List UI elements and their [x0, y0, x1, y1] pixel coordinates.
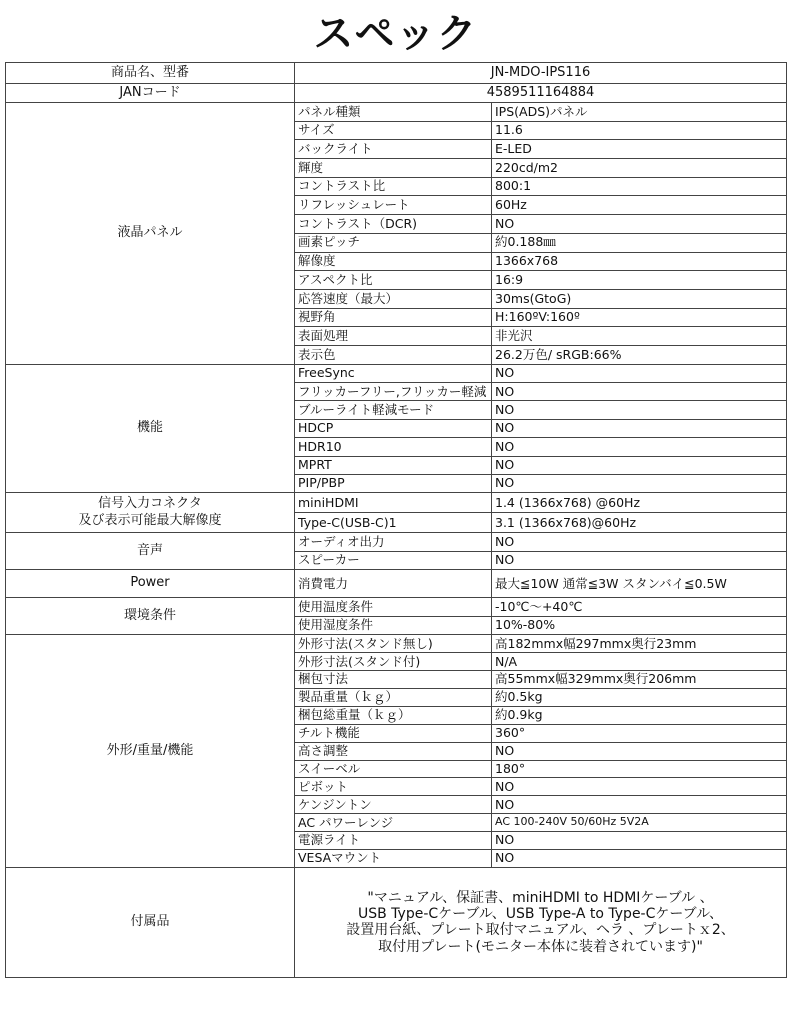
spec-value: 16:9: [492, 271, 787, 290]
spec-value: 高182mmx幅297mmx奥行23mm: [492, 635, 787, 653]
spec-label: スイーベル: [295, 760, 492, 778]
spec-label: 応答速度（最大）: [295, 289, 492, 308]
spec-value: NO: [492, 215, 787, 234]
table-row: [6, 103, 787, 122]
accessories-label: 付属品: [6, 867, 295, 977]
spec-value: -10℃～+40℃: [492, 598, 787, 617]
table-row: [6, 364, 787, 382]
spec-label: 梱包総重量（ｋｇ）: [295, 706, 492, 724]
table-row: [6, 533, 787, 552]
jan-value: 4589511164884: [295, 84, 787, 103]
spec-label: 表示色: [295, 345, 492, 364]
spec-label: チルト機能: [295, 724, 492, 742]
spec-value: 180°: [492, 760, 787, 778]
spec-label: VESAマウント: [295, 850, 492, 868]
table-row-jan: [6, 84, 787, 103]
accessories-line: 取付用プレート(モニター本体に装着されています)": [378, 938, 703, 955]
spec-label: コントラスト（DCR): [295, 215, 492, 234]
spec-label: パネル種類: [295, 103, 492, 122]
spec-label: バックライト: [295, 140, 492, 159]
accessories-value: [295, 867, 787, 977]
spec-value: 800:1: [492, 177, 787, 196]
spec-value: 1366x768: [492, 252, 787, 271]
spec-value: 最大≦10W 通常≦3W スタンバイ≦0.5W: [492, 570, 787, 598]
spec-label: スピーカー: [295, 551, 492, 570]
table-row: [6, 570, 787, 598]
spec-label: コントラスト比: [295, 177, 492, 196]
spec-table: [5, 62, 787, 978]
spec-value: NO: [492, 364, 787, 382]
spec-value: 約0.5kg: [492, 689, 787, 707]
spec-value: 26.2万色/ sRGB:66%: [492, 345, 787, 364]
spec-value: NO: [492, 533, 787, 552]
spec-value: NO: [492, 832, 787, 850]
section-category: 環境条件: [6, 598, 295, 635]
spec-value: 約0.188㎜: [492, 233, 787, 252]
spec-value: H:160ºV:160º: [492, 308, 787, 327]
spec-value: NO: [492, 551, 787, 570]
spec-label: リフレッシュレート: [295, 196, 492, 215]
product-label: 商品名、型番: [6, 63, 295, 84]
spec-value: 1.4 (1366x768) @60Hz: [492, 493, 787, 513]
section-category: 液晶パネル: [6, 103, 295, 365]
section-category: 外形/重量/機能: [6, 635, 295, 868]
spec-value: NO: [492, 796, 787, 814]
spec-label: 使用湿度条件: [295, 616, 492, 635]
spec-label: AC パワーレンジ: [295, 814, 492, 832]
spec-value: NO: [492, 474, 787, 492]
spec-label: 表面処理: [295, 327, 492, 346]
spec-label: 使用温度条件: [295, 598, 492, 617]
spec-label: ケンジントン: [295, 796, 492, 814]
spec-value: 約0.9kg: [492, 706, 787, 724]
spec-label: 画素ピッチ: [295, 233, 492, 252]
spec-label: HDR10: [295, 438, 492, 456]
accessories-line: 設置用台紙、プレート取付マニュアル、ヘラ 、プレートｘ2、: [346, 922, 735, 939]
spec-label: 梱包寸法: [295, 671, 492, 689]
section-category: [6, 493, 295, 533]
table-row: [6, 635, 787, 653]
spec-value: NO: [492, 456, 787, 474]
section-category: 機能: [6, 364, 295, 493]
spec-value: 220cd/m2: [492, 159, 787, 178]
spec-value: 30ms(GtoG): [492, 289, 787, 308]
spec-value: 60Hz: [492, 196, 787, 215]
jan-label: JANコード: [6, 84, 295, 103]
table-row: [6, 598, 787, 617]
spec-label: アスペクト比: [295, 271, 492, 290]
spec-label: MPRT: [295, 456, 492, 474]
spec-value: NO: [492, 742, 787, 760]
product-value: JN-MDO-IPS116: [295, 63, 787, 84]
spec-value: NO: [492, 850, 787, 868]
spec-label: 高さ調整: [295, 742, 492, 760]
spec-label: 視野角: [295, 308, 492, 327]
accessories-line: USB Type-Cケーブル、USB Type-A to Type-Cケーブル、: [357, 906, 724, 923]
spec-value: NO: [492, 778, 787, 796]
table-row-accessories: [6, 867, 787, 977]
spec-label: フリッカーフリー,フリッカー軽減: [295, 383, 492, 401]
spec-value: NO: [492, 438, 787, 456]
spec-label: ピボット: [295, 778, 492, 796]
page-title: スペック: [313, 11, 478, 57]
spec-label: 外形寸法(スタンド付): [295, 653, 492, 671]
spec-value: NO: [492, 383, 787, 401]
spec-value: NO: [492, 401, 787, 419]
spec-value: 360°: [492, 724, 787, 742]
spec-label: ブルーライト軽減モード: [295, 401, 492, 419]
spec-label: HDCP: [295, 419, 492, 437]
spec-label: 解像度: [295, 252, 492, 271]
table-row: [6, 493, 787, 513]
spec-label: オーディオ出力: [295, 533, 492, 552]
spec-label: PIP/PBP: [295, 474, 492, 492]
spec-label: FreeSync: [295, 364, 492, 382]
section-category-line: 信号入力コネクタ: [98, 495, 202, 511]
spec-sections: [6, 103, 787, 868]
spec-value: E-LED: [492, 140, 787, 159]
spec-label: 消費電力: [295, 570, 492, 598]
accessories-line: "マニュアル、保証書、miniHDMI to HDMIケーブル 、: [367, 890, 714, 907]
spec-value: 11.6: [492, 121, 787, 140]
spec-label: サイズ: [295, 121, 492, 140]
spec-label: 外形寸法(スタンド無し): [295, 635, 492, 653]
spec-label: Type-C(USB-C)1: [295, 513, 492, 533]
spec-label: miniHDMI: [295, 493, 492, 513]
section-category-line: 及び表示可能最大解像度: [78, 512, 222, 528]
spec-label: 輝度: [295, 159, 492, 178]
spec-value: 3.1 (1366x768)@60Hz: [492, 513, 787, 533]
spec-value: NO: [492, 419, 787, 437]
section-category: 音声: [6, 533, 295, 570]
section-category: Power: [6, 570, 295, 598]
spec-value: AC 100-240V 50/60Hz 5V2A: [492, 814, 787, 832]
spec-value: N/A: [492, 653, 787, 671]
spec-value: 10%-80%: [492, 616, 787, 635]
spec-value: 高55mmx幅329mmx奥行206mm: [492, 671, 787, 689]
spec-label: 製品重量（ｋｇ）: [295, 689, 492, 707]
table-row-product: [6, 63, 787, 84]
spec-value: IPS(ADS)パネル: [492, 103, 787, 122]
spec-label: 電源ライト: [295, 832, 492, 850]
spec-value: 非光沢: [492, 327, 787, 346]
